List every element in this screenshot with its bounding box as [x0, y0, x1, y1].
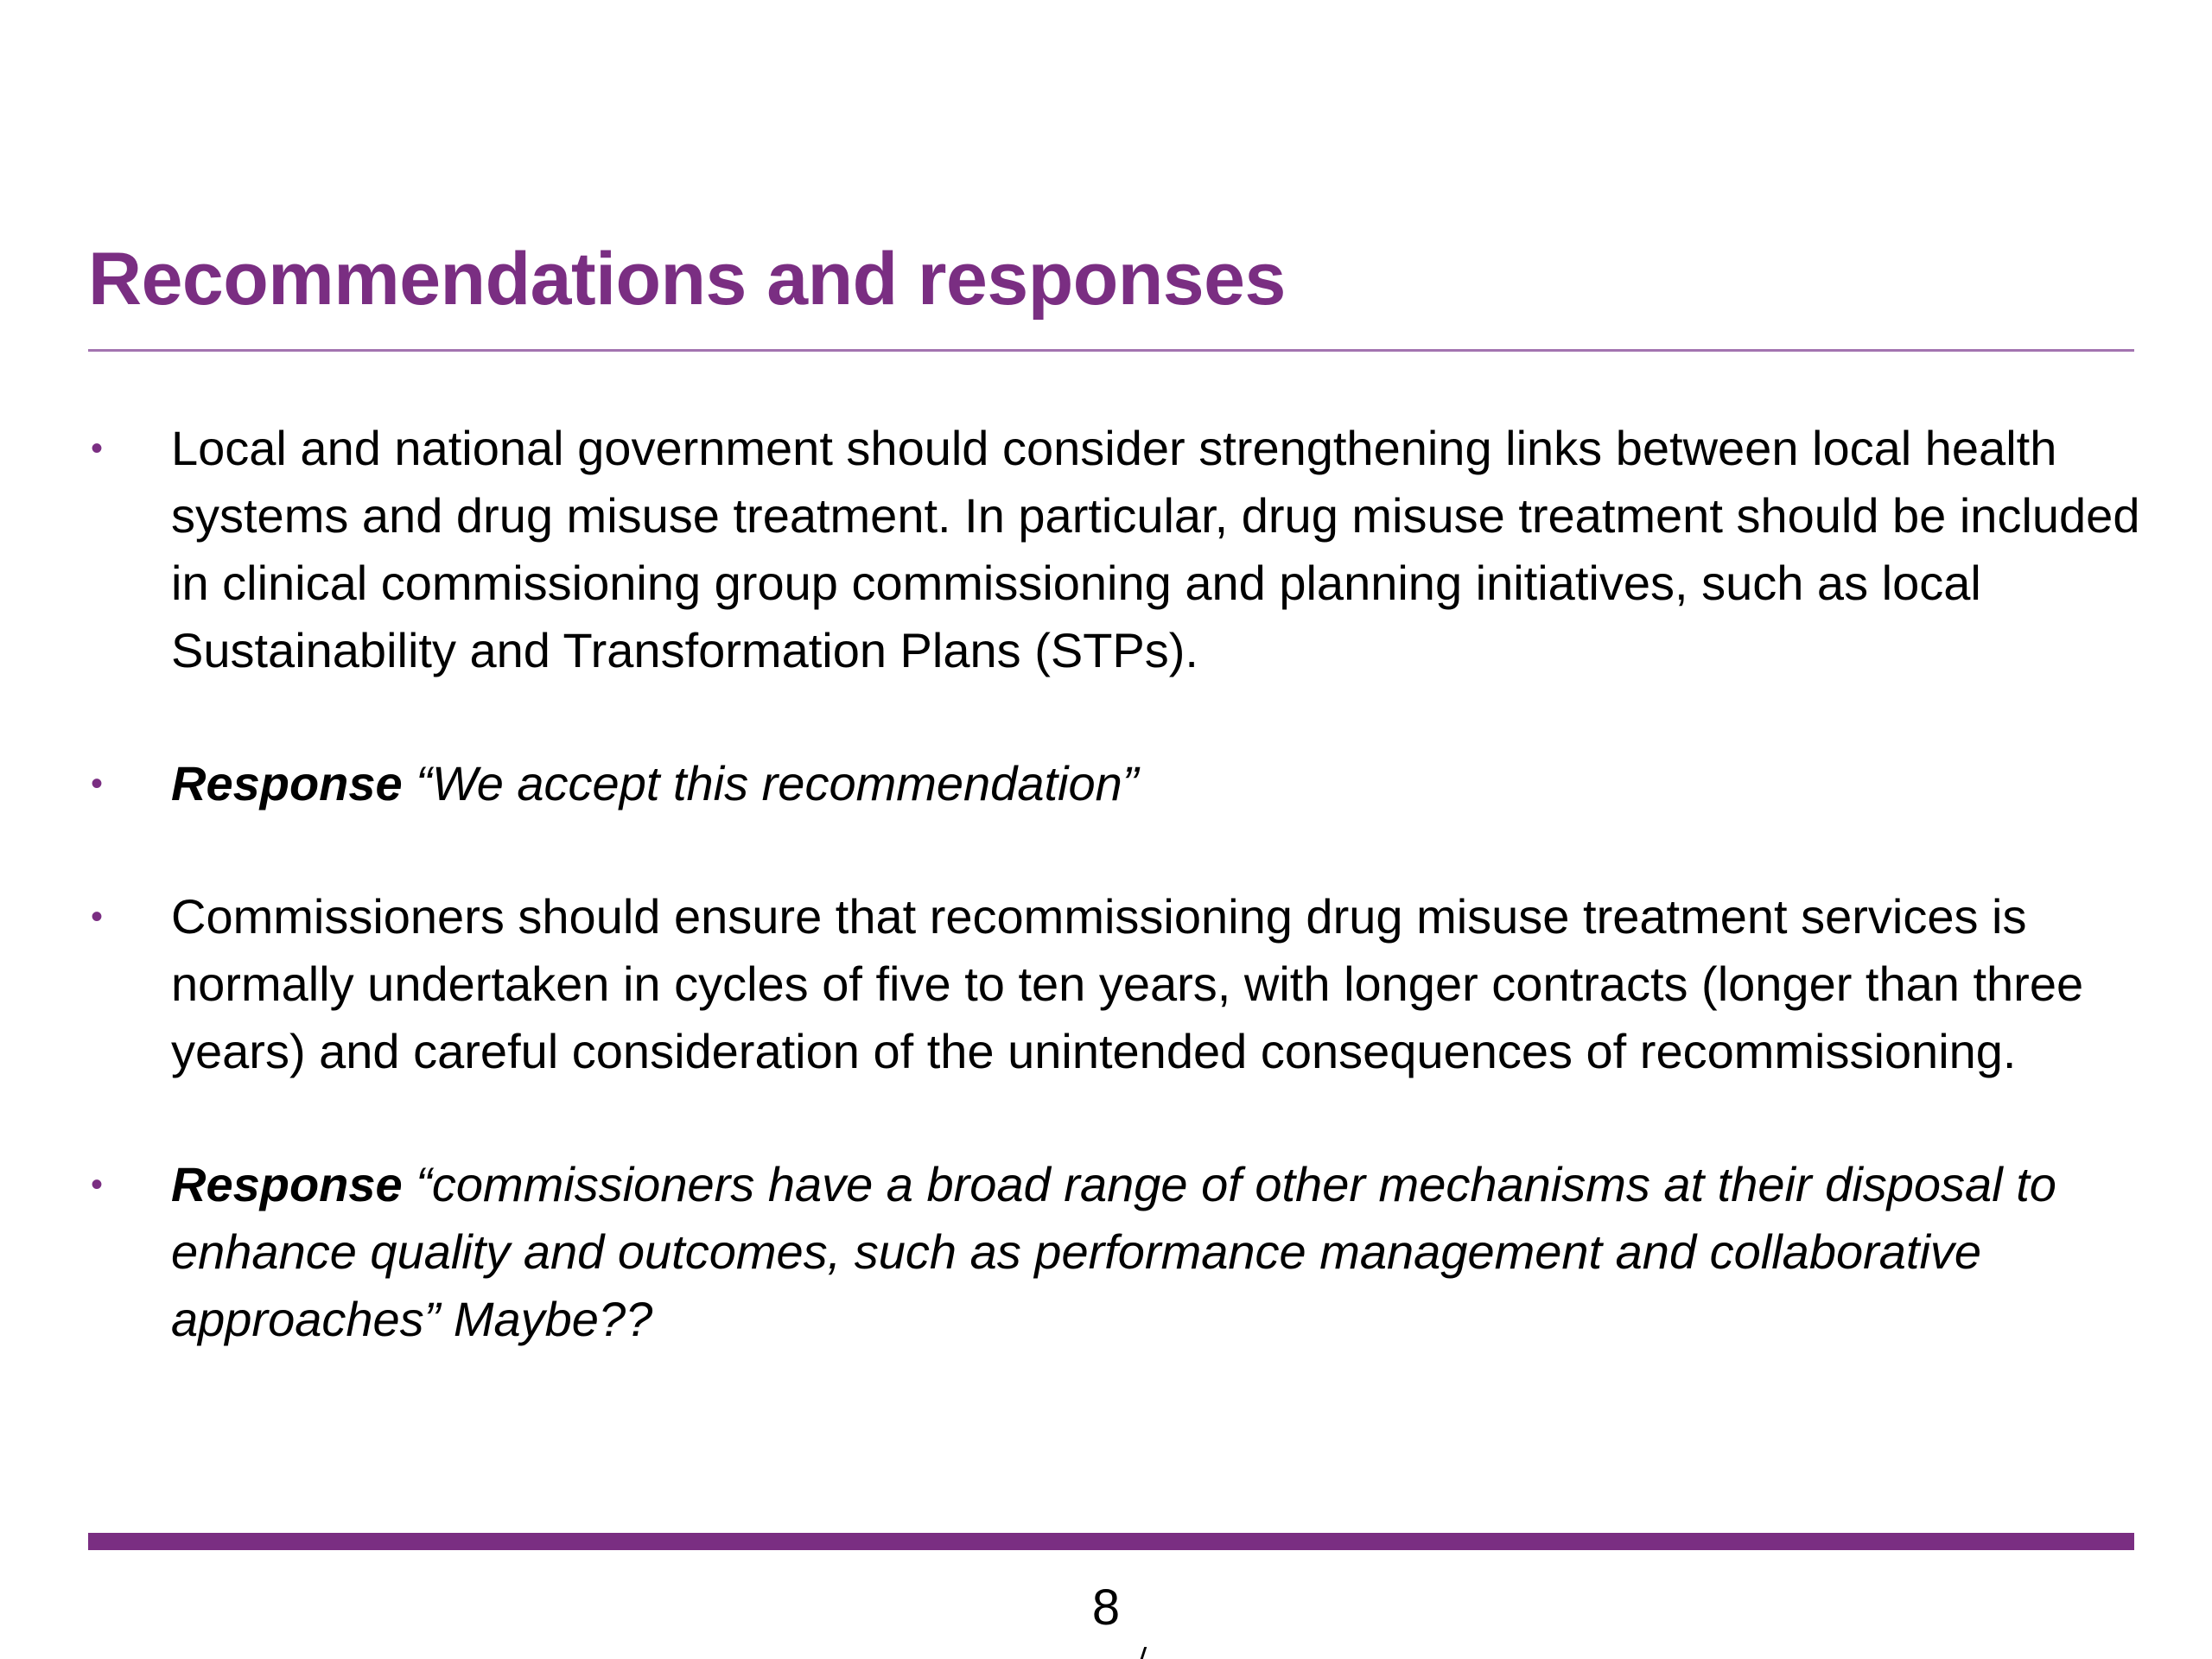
response-quote: “commissioners have a broad range of other mechanisms at their disposal to enhance quality and outcomes, such as performance management and collaborative approaches” Maybe?? [171, 1157, 2056, 1346]
bullet-dot-icon: • [91, 1166, 104, 1204]
response-label: Response [171, 756, 403, 810]
bullet-response-2 [88, 1151, 2134, 1353]
bullet-response-1 [88, 750, 2134, 817]
bullet-recommendation-1 [88, 415, 2140, 684]
bullet-list [88, 415, 2140, 1353]
bullet-dot-icon: • [91, 429, 104, 467]
response-text [171, 750, 2158, 817]
page-number: 8 [1091, 1580, 1121, 1636]
footer-divider [88, 1533, 2134, 1550]
slide-title: Recommendations and responses [88, 238, 1286, 321]
bullet-dot-icon: • [91, 898, 104, 936]
response-quote: “We accept this recommendation” [416, 756, 1139, 810]
response-text [171, 1151, 2158, 1353]
recommendation-text: Commissioners should ensure that recommissioning drug misuse treatment services is normally undertaken in cycles of five to ten years, with longer contracts (longer than three years) and careful consideration of the unintended consequences of recommissioning. [171, 889, 2084, 1078]
bullet-recommendation-2 [88, 883, 2134, 1085]
bullet-dot-icon: • [91, 765, 104, 803]
page-tick-mark [1141, 1647, 1147, 1659]
title-divider [88, 349, 2134, 352]
response-label: Response [171, 1157, 403, 1211]
recommendation-text: Local and national government should consider strengthening links between local health systems and drug misuse treatment. In particular, drug misuse treatment should be included in clinical commissioning group commissioning and planning initiatives, such as local Sustainability and Transformation Plans (STPs). [171, 421, 2140, 677]
